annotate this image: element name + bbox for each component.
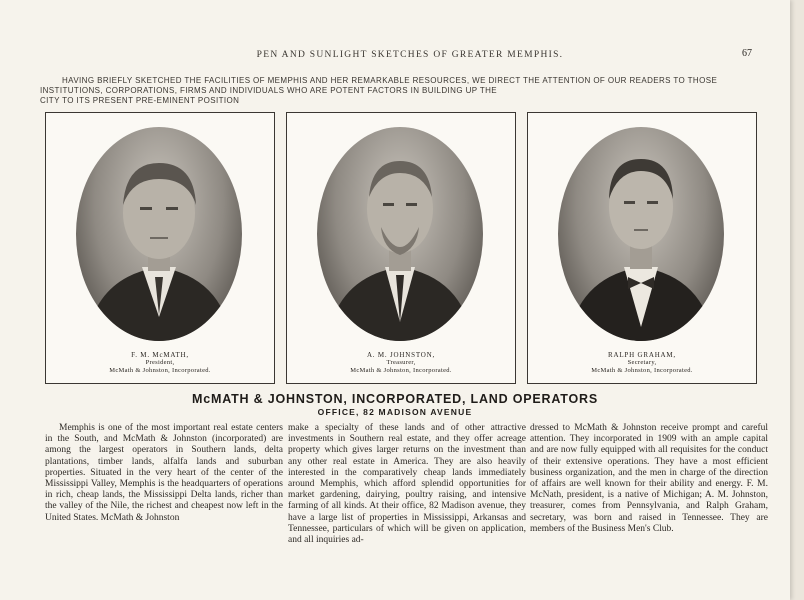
portrait-frame-mcmath (45, 112, 275, 384)
portrait-frame-graham (527, 112, 757, 384)
running-header: PEN AND SUNLIGHT SKETCHES OF GREATER MEMPHIS. (256, 50, 564, 60)
portrait-title: Secretary, (627, 359, 657, 366)
article-column-2: make a specialty of these lands and of other attractive investments in Southern real estate, and they offer acreage property which gives larger returns on the investment than any other real estate in America. They are also heavily interested in the comparatively cheap lands immediately around Memphis, which afford splendid opportunities for market gardening, dairying, poultry raising, and intensive farming of all kinds. At their office, 82 Madison avenue, they have a large list of properties in Mississippi, Arkansas and Tennessee, particulars of which will be given on application, and all inquiries ad- (288, 423, 526, 546)
intro-paragraph (40, 76, 740, 106)
man-portrait-icon (76, 127, 242, 341)
portrait-photo-johnston (317, 127, 483, 341)
portrait-title: President, (145, 359, 175, 366)
intro-line-3: CITY TO ITS PRESENT PRE-EMINENT POSITION (40, 96, 240, 105)
portrait-company: McMath & Johnston, Incorporated. (591, 367, 693, 374)
man-portrait-icon (317, 127, 483, 341)
article-column-3: dressed to McMath & Johnston receive prompt and careful attention. They incorporated in 1909 with an ample capital and are now fully equipped with all requisites for the conduct of their extensive operations. They have a most efficient business organization, and the men in charge of the direction of affairs are well known for their ability and energy. F. M. McNath, president, is a native of Michigan; A. M. Johnston, treasurer, comes from Pennsylvania, and Ralph Graham, secretary, was born and raised in Tennessee. They are members of the Business Men's Club. (530, 423, 768, 534)
man-portrait-icon (558, 127, 724, 341)
portrait-title: Treasurer, (386, 359, 416, 366)
portrait-photo-graham (558, 127, 724, 341)
portrait-name: A. M. JOHNSTON, (366, 351, 436, 359)
portrait-company: McMath & Johnston, Incorporated. (109, 367, 211, 374)
portrait-company: McMath & Johnston, Incorporated. (350, 367, 452, 374)
article-subheading: OFFICE, 82 MADISON AVENUE (317, 407, 473, 417)
article-column-1: Memphis is one of the most important real estate centers in the South, and McMath & Johnston (incorporated) are among the largest operators in Southern lands, delta plantations, timber lands, alfalfa lands and suburban properties. Situated in the very heart of the center of the Mississippi Valley, Memphis is the headquarters of operations in rich, cheap lands, the Mississippi Delta lands, richer than the valley of the Nile, the richest and cheapest now left in the United States. McMath & Johnston (45, 423, 283, 523)
portrait-frame-johnston (286, 112, 516, 384)
portrait-name: F. M. McMATH, (131, 351, 189, 359)
portrait-name: RALPH GRAHAM, (608, 351, 676, 359)
portrait-photo-mcmath (76, 127, 242, 341)
page-number: 67 (742, 48, 752, 59)
intro-line-1: HAVING BRIEFLY SKETCHED THE FACILITIES OF MEMPHIS AND HER REMARKABLE RESOURCES, WE DIRECT THE ATTENTION OF OUR READERS TO THOSE (62, 76, 718, 85)
article-heading: McMATH & JOHNSTON, INCORPORATED, LAND OPERATORS (192, 392, 598, 406)
intro-line-2: INSTITUTIONS, CORPORATIONS, FIRMS AND INDIVIDUALS WHO ARE POTENT FACTORS IN BUILDING UP THE (40, 86, 498, 95)
